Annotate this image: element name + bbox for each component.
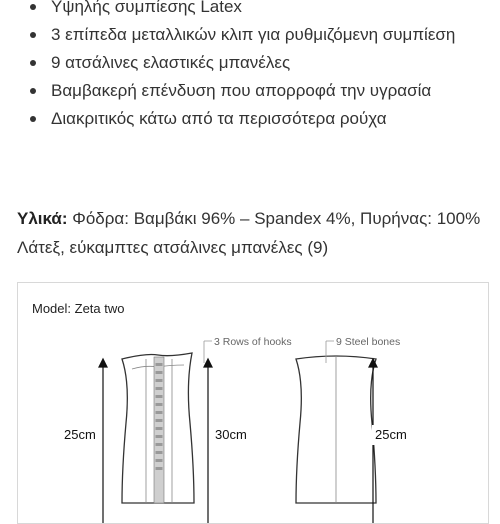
feature-item (30, 21, 455, 49)
feature-item (30, 77, 431, 105)
feature-text: Διακριτικός κάτω από τα περισσότερα ρούχα (51, 109, 387, 128)
hooks-callout (204, 336, 292, 363)
bullet-icon (30, 32, 36, 38)
dimension-arrow-front-center (204, 359, 212, 523)
feature-text: 9 ατσάλινες ελαστικές μπανέλες (51, 53, 291, 72)
size-chart-card (17, 282, 489, 524)
feature-item (30, 105, 387, 133)
dimension-arrow-front-left (99, 359, 107, 523)
materials-text: Φόδρα: Βαμβάκι 96% – Spandex 4%, Πυρήνας: 100% Λάτεξ, εύκαμπτες ατσάλινες μπανέλες (9) (17, 209, 481, 257)
model-label: Model: Zeta two (32, 301, 125, 316)
feature-text: Βαμβακερή επένδυση που απορροφά την υγρασία (51, 81, 432, 100)
dimension-label-front-left: 25cm (61, 425, 99, 445)
bones-callout (326, 336, 400, 363)
feature-text: Υψηλής συμπίεσης Latex (51, 0, 242, 16)
bullet-icon (30, 116, 36, 122)
corset-back-illustration (296, 355, 376, 503)
hooks-callout-text: 3 Rows of hooks (214, 336, 292, 348)
hook-strip (154, 357, 164, 503)
feature-item (30, 0, 242, 21)
bullet-icon (30, 60, 36, 66)
materials-paragraph (17, 204, 487, 262)
bones-callout-text: 9 Steel bones (336, 336, 401, 348)
feature-item (30, 49, 290, 77)
dimension-label-front-center: 30cm (212, 425, 250, 445)
corset-diagram (18, 283, 488, 523)
dimension-label-back: 25cm (372, 425, 410, 445)
bullet-icon (30, 4, 36, 10)
bullet-icon (30, 88, 36, 94)
feature-text: 3 επίπεδα μεταλλικών κλιπ για ρυθμιζόμενη συμπίεση (51, 25, 456, 44)
materials-label: Υλικά: (17, 209, 68, 228)
